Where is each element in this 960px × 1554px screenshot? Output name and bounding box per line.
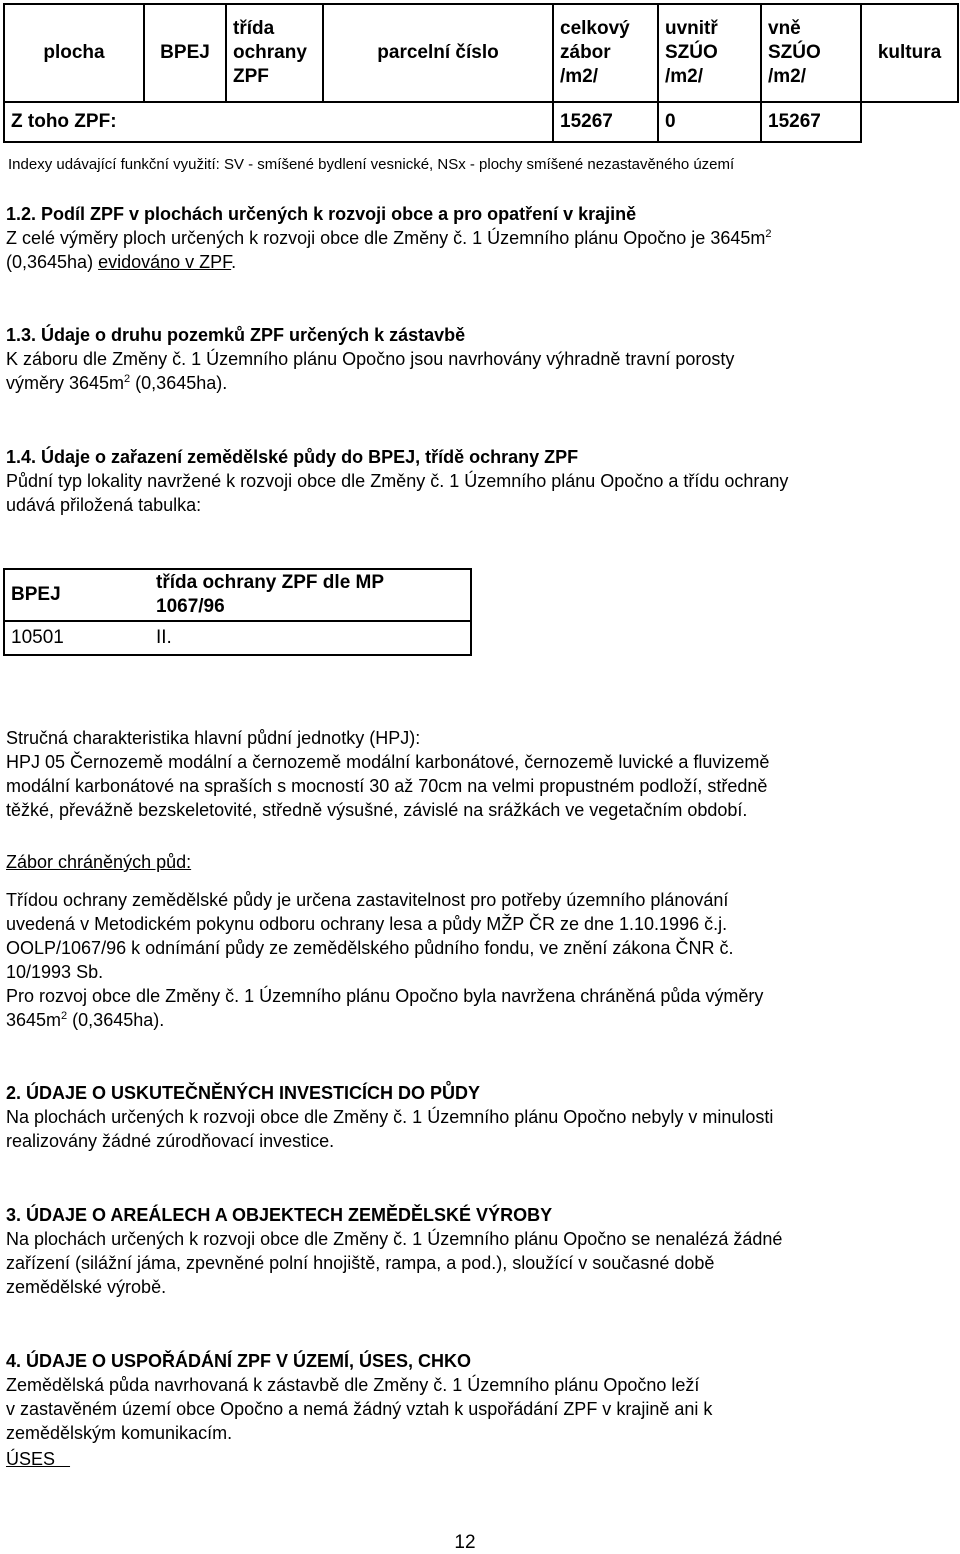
- section-3-text: zemědělské výrobě.: [6, 1277, 167, 1297]
- section-4-text: zemědělským komunikacím.: [6, 1423, 233, 1443]
- zpf-table: [3, 3, 959, 143]
- indexes-note: Indexy udávající funkční využití: SV - smíšené bydlení vesnické, NSx - plochy smíšené nezastavěného území: [8, 156, 735, 173]
- protected-text: 10/1993 Sb.: [6, 962, 104, 982]
- hpj-title: Stručná charakteristika hlavní půdní jednotky (HPJ):: [6, 728, 421, 748]
- header-cell: třída ochrany ZPF: [226, 4, 323, 102]
- bpej-header-row: [4, 569, 471, 621]
- section-2-text: realizovány žádné zúrodňovací investice.: [6, 1131, 335, 1151]
- total-row: [4, 102, 958, 142]
- header-cell: parcelní číslo: [323, 4, 553, 102]
- uses-link: ÚSES: [6, 1449, 71, 1469]
- section-3-heading: 3. ÚDAJE O AREÁLECH A OBJEKTECH ZEMĚDĚLSKÉ VÝROBY: [6, 1205, 553, 1225]
- total-uvnitr: 0: [658, 102, 761, 142]
- protected-text: Pro rozvoj obce dle Změny č. 1 Územního plánu Opočno byla navržena chráněná půda výměry: [6, 986, 764, 1006]
- header-cell: celkový zábor /m2/: [553, 4, 658, 102]
- section-1-3-heading: 1.3. Údaje o druhu pozemků ZPF určených k zástavbě: [6, 325, 466, 345]
- hpj-text: těžké, převážně bezskeletovité, středně výsušné, závislé na srážkách ve vegetačním období.: [6, 800, 748, 820]
- class-value: II.: [144, 621, 471, 655]
- protected-text: uvedená v Metodickém pokynu odboru ochrany lesa a půdy MŽP ČR ze dne 1.10.1996 č.j.: [6, 914, 728, 934]
- section-4-text: v zastavěném území obce Opočno a nemá žádný vztah k uspořádání ZPF v krajině ani k: [6, 1399, 713, 1419]
- section-1-3-text: výměry $3645m^2$ (0,3645ha).: [6, 373, 228, 393]
- section-1-2-heading: 1.2. Podíl ZPF v plochách určených k rozvoji obce a pro opatření v krajině: [6, 204, 637, 224]
- protected-text: $3645m^2$ (0,3645ha).: [6, 1010, 165, 1030]
- bpej-header: BPEJ: [4, 569, 144, 621]
- protected-text: OOLP/1067/96 k odnímání půdy ze zemědělského půdního fondu, ve znění zákona ČNR č.: [6, 938, 734, 958]
- header-cell: vně SZÚO /m2/: [761, 4, 861, 102]
- section-4-heading: 4. ÚDAJE O USPOŘÁDÁNÍ ZPF V ÚZEMÍ, ÚSES, CHKO: [6, 1351, 472, 1371]
- section-2-heading: 2. ÚDAJE O USKUTEČNĚNÝCH INVESTICÍCH DO PŮDY: [6, 1083, 481, 1103]
- empty-cell: [861, 102, 958, 142]
- page-number: 12: [454, 1532, 476, 1553]
- bpej-table: [3, 568, 472, 656]
- hpj-text: HPJ 05 Černozemě modální a černozemě modální karbonátové, černozemě luvické a fluvizemě: [6, 752, 770, 772]
- section-1-2-text: Z celé výměry ploch určených k rozvoji obce dle Změny č. 1 Územního plánu Opočno je $3645m^2$: [6, 228, 772, 248]
- section-3-text: Na plochách určených k rozvoji obce dle Změny č. 1 Územního plánu Opočno se nenalézá žádné: [6, 1229, 783, 1249]
- header-cell: plocha: [4, 4, 144, 102]
- section-1-4-text: Půdní typ lokality navržené k rozvoji obce dle Změny č. 1 Územního plánu Opočno a třídu ochrany: [6, 471, 789, 491]
- section-1-4-heading: 1.4. Údaje o zařazení zemědělské půdy do BPEJ, třídě ochrany ZPF: [6, 447, 579, 467]
- section-1-4-text: udává přiložená tabulka:: [6, 495, 202, 515]
- total-celkovy: 15267: [553, 102, 658, 142]
- bpej-value: 10501: [4, 621, 144, 655]
- section-4-text: Zemědělská půda navrhovaná k zástavbě dle Změny č. 1 Územního plánu Opočno leží: [6, 1375, 700, 1395]
- section-1-3-text: K záboru dle Změny č. 1 Územního plánu Opočno jsou navrhovány výhradně travní porosty: [6, 349, 735, 369]
- header-cell: kultura: [861, 4, 958, 102]
- header-cell: uvnitř SZÚO /m2/: [658, 4, 761, 102]
- protected-text: Třídou ochrany zemědělské půdy je určena zastavitelnost pro potřeby územního plánování: [6, 890, 729, 910]
- section-2-text: Na plochách určených k rozvoji obce dle Změny č. 1 Územního plánu Opočno nebyly v minulosti: [6, 1107, 774, 1127]
- total-vne: 15267: [761, 102, 861, 142]
- section-1-2-text: (0,3645ha) evidováno v ZPF.: [6, 252, 237, 272]
- header-cell: BPEJ: [144, 4, 226, 102]
- section-3-text: zařízení (silážní jáma, zpevněné polní hnojiště, rampa, a pod.), sloužící v současné době: [6, 1253, 715, 1273]
- protected-title: Zábor chráněných půd:: [6, 852, 192, 872]
- table-row: [4, 621, 471, 655]
- hpj-text: modální karbonátové na spraších s mocností 30 až 70cm na velmi propustném podloží, středně: [6, 776, 768, 796]
- table-header-row: [4, 4, 958, 102]
- total-label: Z toho ZPF:: [4, 102, 553, 142]
- class-header: třída ochrany ZPF dle MP 1067/96: [144, 569, 471, 621]
